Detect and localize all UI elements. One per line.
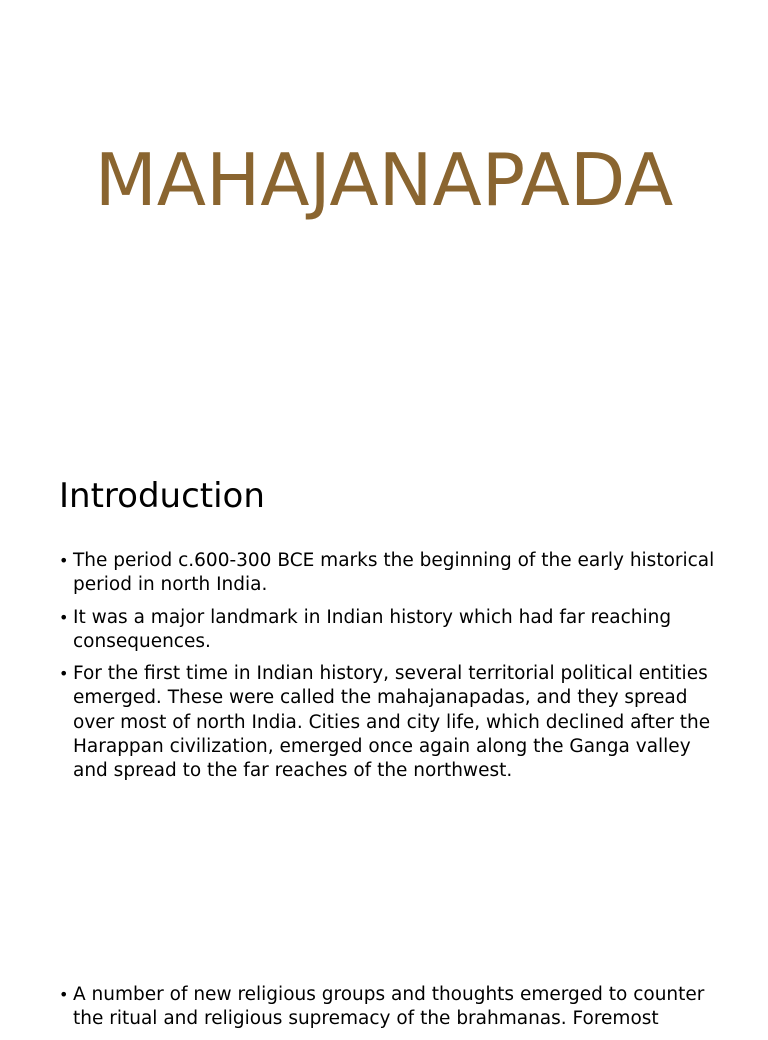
bullet-item bbox=[59, 983, 715, 1032]
bullet-text: A number of new religious groups and thoughts emerged to counter the ritual and religious supremacy of the brahmanas. Foremost bbox=[73, 984, 705, 1030]
bullet-text: The period c.600-300 BCE marks the beginning of the early historical period in north India. bbox=[73, 550, 715, 596]
slide-title: MAHAJANAPADA bbox=[94, 138, 674, 222]
bullet-dot-icon: • bbox=[59, 985, 69, 1004]
bullet-text: It was a major landmark in Indian history which had far reaching consequences. bbox=[73, 606, 672, 652]
bullet-text: For the first time in Indian history, several territorial political entities emerged. These were called the mahajanapadas, and they spread over most of north India. Cities and city life, which declined after the Harappan civilization, emerged once again along the Ganga valley and spread to the far reaches of the northwest. bbox=[73, 663, 711, 782]
bullet-dot-icon: • bbox=[59, 551, 69, 570]
bullet-item bbox=[59, 606, 715, 655]
bullet-item bbox=[59, 549, 715, 598]
bullet-list-continued bbox=[59, 983, 715, 1040]
section-heading: Introduction bbox=[59, 476, 265, 516]
bullet-dot-icon: • bbox=[59, 607, 69, 627]
bullet-dot-icon: • bbox=[59, 664, 69, 684]
bullet-list bbox=[59, 549, 715, 792]
bullet-item bbox=[59, 662, 715, 783]
